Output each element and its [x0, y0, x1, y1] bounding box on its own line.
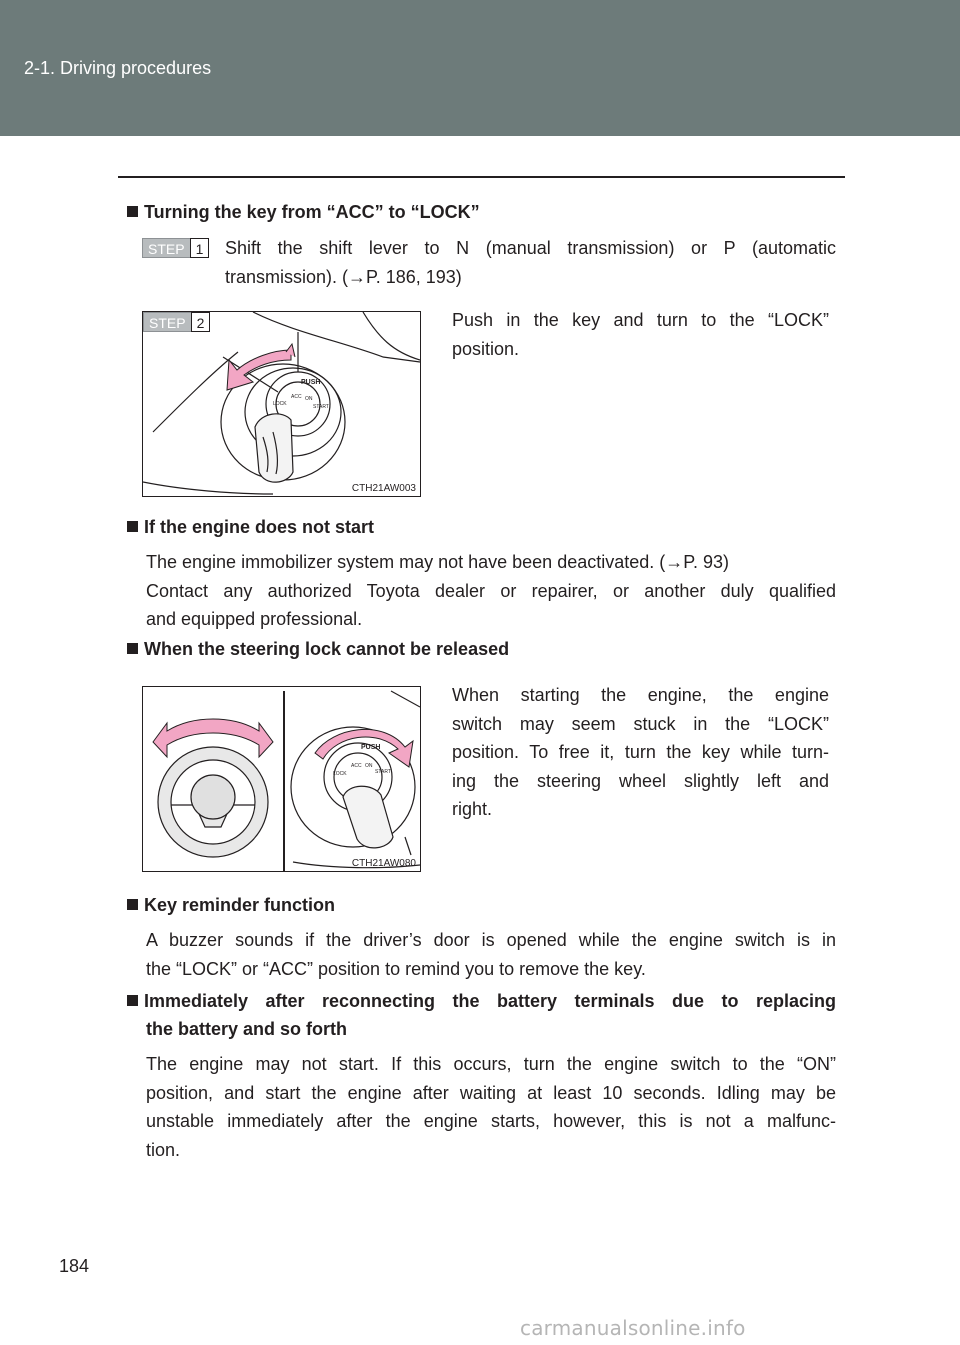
- heading-bullet-icon: [127, 995, 138, 1006]
- heading-bullet-icon: [127, 521, 138, 532]
- section-heading-battery: Immediately after reconnecting the battery terminals due to replacing the battery and so forth: [127, 987, 836, 1043]
- battery-text: The engine may not start. If this occurs, turn the engine switch to the “ON” position, and start the engine after waiting at least 10 seconds. Idling may be unstable immediately after the engine starts, however, this is not a malfunc- tion.: [146, 1054, 836, 1160]
- figure-key-lock: [142, 311, 421, 497]
- figure-code: CTH21AW080: [351, 858, 416, 869]
- page-number: 184: [59, 1256, 90, 1276]
- on-position-label: ON: [305, 396, 313, 402]
- push-label: PUSH: [361, 744, 381, 751]
- step-2-badge: STEP 2: [143, 312, 210, 332]
- step-2-text: Push in the key and turn to the “LOCK” position.: [452, 310, 829, 359]
- page-header: [0, 0, 960, 136]
- acc-position-label: ACC: [291, 394, 302, 400]
- key-reminder-text: A buzzer sounds if the driver’s door is opened while the engine switch is in the “LOCK” or “ACC” position to remind you to remove the key.: [146, 930, 836, 979]
- start-position-label: START: [375, 769, 391, 775]
- steering-lock-text: When starting the engine, the engine switch may seem stuck in the “LOCK” position. To free it, turn the key while turn- ing the steering wheel slightly left and right.: [452, 685, 829, 819]
- lock-position-label: LOCK: [273, 401, 287, 407]
- turn-left-arrow-icon: [227, 350, 291, 390]
- acc-position-label: ACC: [351, 763, 362, 769]
- step-1-badge: STEP 1: [142, 238, 209, 258]
- section-heading-turning-key: Turning the key from “ACC” to “LOCK”: [127, 198, 480, 226]
- push-label: PUSH: [301, 379, 321, 386]
- figure-steering-wheel: [142, 686, 421, 872]
- header-rule: [118, 176, 845, 178]
- section-heading-steering-lock: When the steering lock cannot be released: [127, 635, 509, 663]
- ignition-key-illustration: [143, 312, 420, 496]
- breadcrumb: 2-1. Driving procedures: [24, 58, 212, 78]
- heading-bullet-icon: [127, 899, 138, 910]
- on-position-label: ON: [365, 763, 373, 769]
- heading-bullet-icon: [127, 643, 138, 654]
- engine-not-start-text: The engine immobilizer system may not have been deactivated. (→P. 93) Contact any authorized Toyota dealer or repairer, or another duly qualified and equipped professional.: [146, 552, 836, 629]
- watermark: carmanualsonline.info: [520, 1316, 746, 1340]
- start-position-label: START: [313, 404, 329, 410]
- step-1-text: Shift the shift lever to N (manual transmission) or P (automatic transmission). (→P. 186, 193): [225, 238, 836, 287]
- heading-bullet-icon: [127, 206, 138, 217]
- section-heading-engine-not-start: If the engine does not start: [127, 513, 374, 541]
- figure-code: CTH21AW003: [351, 483, 416, 494]
- lock-position-label: LOCK: [333, 771, 347, 777]
- steering-wheel-illustration: [143, 687, 420, 871]
- section-heading-key-reminder: Key reminder function: [127, 891, 335, 919]
